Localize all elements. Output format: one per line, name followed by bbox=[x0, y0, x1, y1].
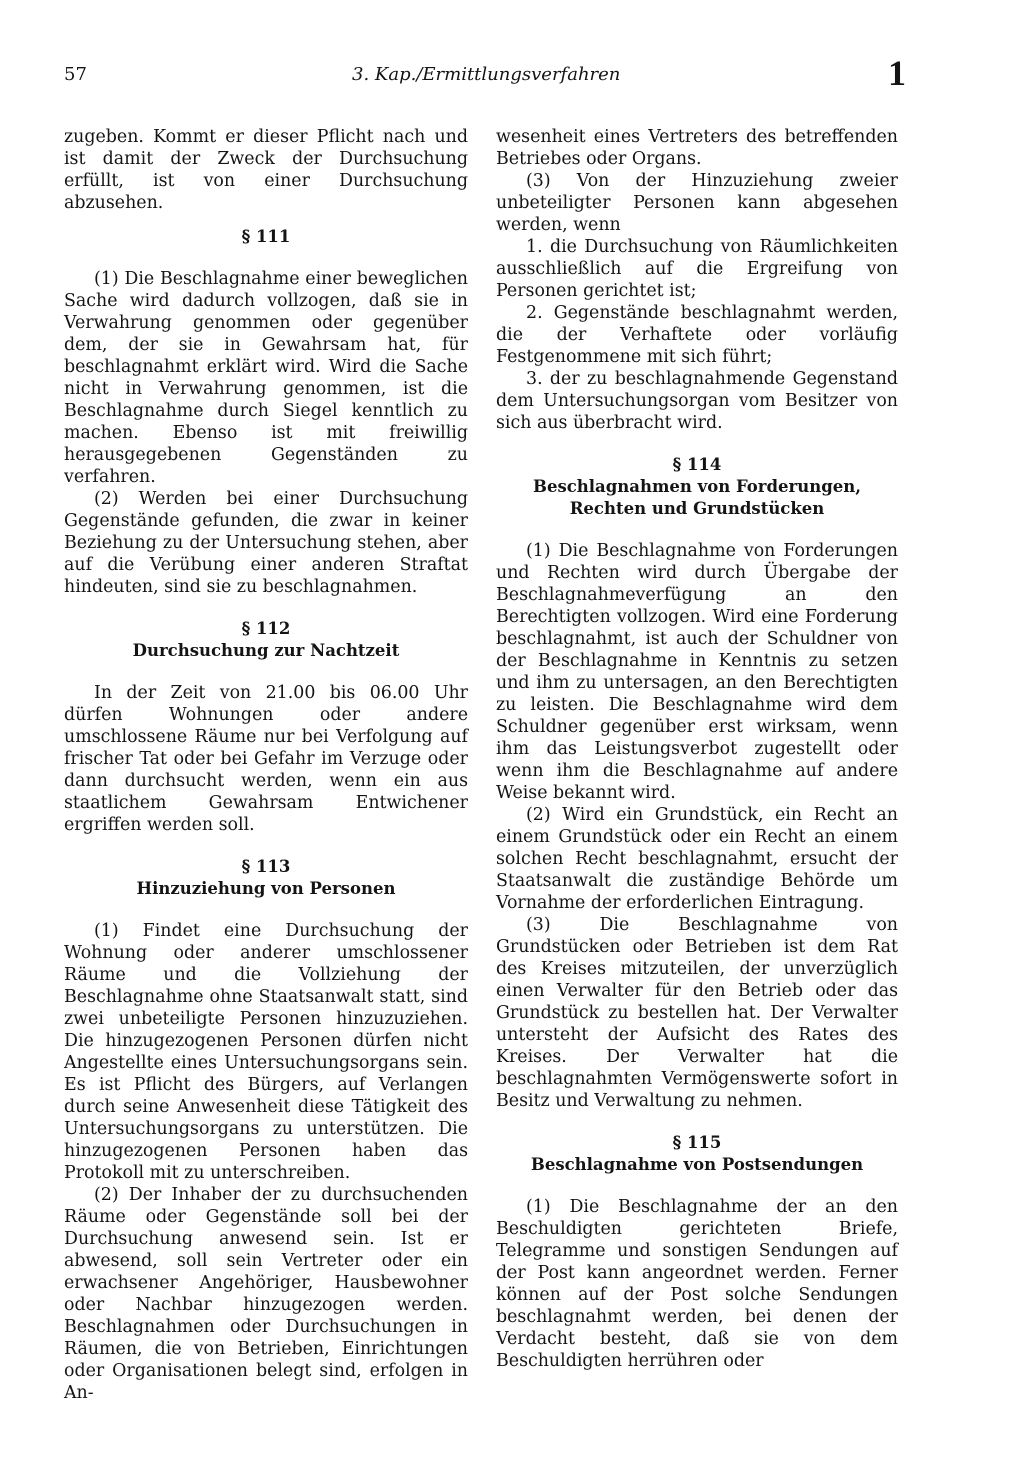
section-115-number: § 115 bbox=[672, 1133, 722, 1152]
section-113-paragraph-1: (1) Findet eine Durchsuchung der Wohnung oder anderer umschlossener Räume und die Vollziehung der Beschlagnahme ohne Staatsanwalt statt, sind zwei unbeteiligte Personen hinzuzuziehen. Die hinzugezogenen Personen dürfen nicht Angestellte eines Untersuchungsorgans sein. Es ist Pflicht des Bürgers, auf Verlangen durch seine Anwesenheit diese Tätigkeit des Untersuchungsorgans zu unterstützen. Die hinzugezogenen Personen haben das Protokoll mit zu unterschreiben. bbox=[64, 921, 468, 1183]
section-113-item-2: 2. Gegenstände beschlagnahmt werden, die der Verhaftete oder vorläufig Festgenommene mit sich führt; bbox=[496, 303, 898, 367]
section-113-number: § 113 bbox=[241, 857, 291, 876]
section-113-item-1: 1. die Durchsuchung von Räumlichkeiten ausschließlich auf die Ergreifung von Personen gerichtet ist; bbox=[496, 237, 898, 301]
section-114-number: § 114 bbox=[672, 455, 722, 474]
section-112-title: Durchsuchung zur Nachtzeit bbox=[132, 641, 400, 660]
section-111-paragraph-1: (1) Die Beschlagnahme einer beweglichen Sache wird dadurch vollzogen, daß sie in Verwahrung genommen oder gegenüber dem, der sie in Gewahrsam hat, für beschlagnahmt erklärt wird. Wird die Sache nicht in Verwahrung genommen, ist die Beschlagnahme durch Siegel kenntlich zu machen. Ebenso ist mit freiwillig herausgegebenen Gegenständen zu verfahren. bbox=[64, 269, 468, 487]
page-number: 57 bbox=[64, 64, 87, 85]
page-header bbox=[64, 53, 906, 98]
section-111-paragraph-2: (2) Werden bei einer Durchsuchung Gegenstände gefunden, die zwar in keiner Beziehung zu der Untersuchung stehen, aber auf die Verübung einer anderen Straftat hindeuten, sind sie zu beschlagnahmen. bbox=[64, 489, 468, 597]
section-111-number: § 111 bbox=[241, 227, 291, 246]
right-column bbox=[496, 126, 898, 1372]
paragraph-intro: zugeben. Kommt er dieser Pflicht nach und ist damit der Zweck der Durchsuchung erfüllt, ist von einer Durchsuchung abzusehen. bbox=[64, 127, 468, 213]
section-113-continuation: wesenheit eines Vertreters des betreffenden Betriebes oder Organs. bbox=[496, 127, 898, 169]
section-112-number: § 112 bbox=[241, 619, 291, 638]
section-113-item-3: 3. der zu beschlagnahmende Gegenstand dem Untersuchungsorgan vom Besitzer von sich aus überbracht wird. bbox=[496, 369, 898, 433]
chapter-number: 1 bbox=[888, 53, 906, 93]
section-113-paragraph-2: (2) Der Inhaber der zu durchsuchenden Räume oder Gegenstände soll bei der Durchsuchung anwesend sein. Ist er abwesend, soll sein Vertreter oder ein erwachsener Angehöriger, Hausbewohner oder Nachbar hinzugezogen werden. Beschlagnahmen oder Durchsuchungen in Räumen, die von Betrieben, Einrichtungen oder Organisationen belegt sind, erfolgen in An- bbox=[64, 1185, 468, 1403]
running-title: 3. Kap./Ermittlungsverfahren bbox=[352, 64, 621, 85]
section-112-paragraph-1: In der Zeit von 21.00 bis 06.00 Uhr dürfen Wohnungen oder andere umschlossene Räume nur bei Verfolgung auf frischer Tat oder bei Gefahr im Verzuge oder dann durchsucht werden, wenn ein aus staatlichem Gewahrsam Entwichener ergriffen werden soll. bbox=[64, 683, 468, 835]
section-113-title: Hinzuziehung von Personen bbox=[136, 879, 396, 898]
left-column bbox=[64, 126, 468, 1404]
section-114-title: Beschlagnahmen von Forderungen, Rechten und Grundstücken bbox=[533, 477, 861, 518]
section-115-title: Beschlagnahme von Postsendungen bbox=[530, 1155, 864, 1174]
section-114-paragraph-2: (2) Wird ein Grundstück, ein Recht an einem Grundstück oder ein Recht an einem solchen Recht beschlagnahmt, ersucht der Staatsanwalt die zuständige Behörde um Vornahme der erforderlichen Eintragung. bbox=[496, 805, 898, 913]
section-114-paragraph-1: (1) Die Beschlagnahme von Forderungen und Rechten wird durch Übergabe der Beschlagnahmeverfügung an den Berechtigten vollzogen. Wird eine Forderung beschlagnahmt, ist auch der Schuldner von der Beschlagnahme in Kenntnis zu setzen und ihm zu untersagen, an den Berechtigten zu leisten. Die Beschlagnahme wird dem Schuldner gegenüber erst wirksam, wenn ihm das Leistungsverbot zugestellt oder wenn ihm die Beschlagnahme auf andere Weise bekannt wird. bbox=[496, 541, 898, 803]
section-113-paragraph-3: (3) Von der Hinzuziehung zweier unbeteiligter Personen kann abgesehen werden, wenn bbox=[496, 171, 898, 235]
section-114-paragraph-3: (3) Die Beschlagnahme von Grundstücken oder Betrieben ist dem Rat des Kreises mitzuteilen, der unverzüglich einen Verwalter für den Betrieb oder das Grundstück zu bestellen hat. Der Verwalter untersteht der Aufsicht des Rates des Kreises. Der Verwalter hat die beschlagnahmten Vermögenswerte sofort in Besitz und Verwaltung zu nehmen. bbox=[496, 915, 898, 1111]
section-115-paragraph-1: (1) Die Beschlagnahme der an den Beschuldigten gerichteten Briefe, Telegramme und sonstigen Sendungen auf der Post kann angeordnet werden. Ferner können auf der Post solche Sendungen beschlagnahmt werden, bei denen der Verdacht besteht, daß sie von dem Beschuldigten herrühren oder bbox=[496, 1197, 898, 1371]
